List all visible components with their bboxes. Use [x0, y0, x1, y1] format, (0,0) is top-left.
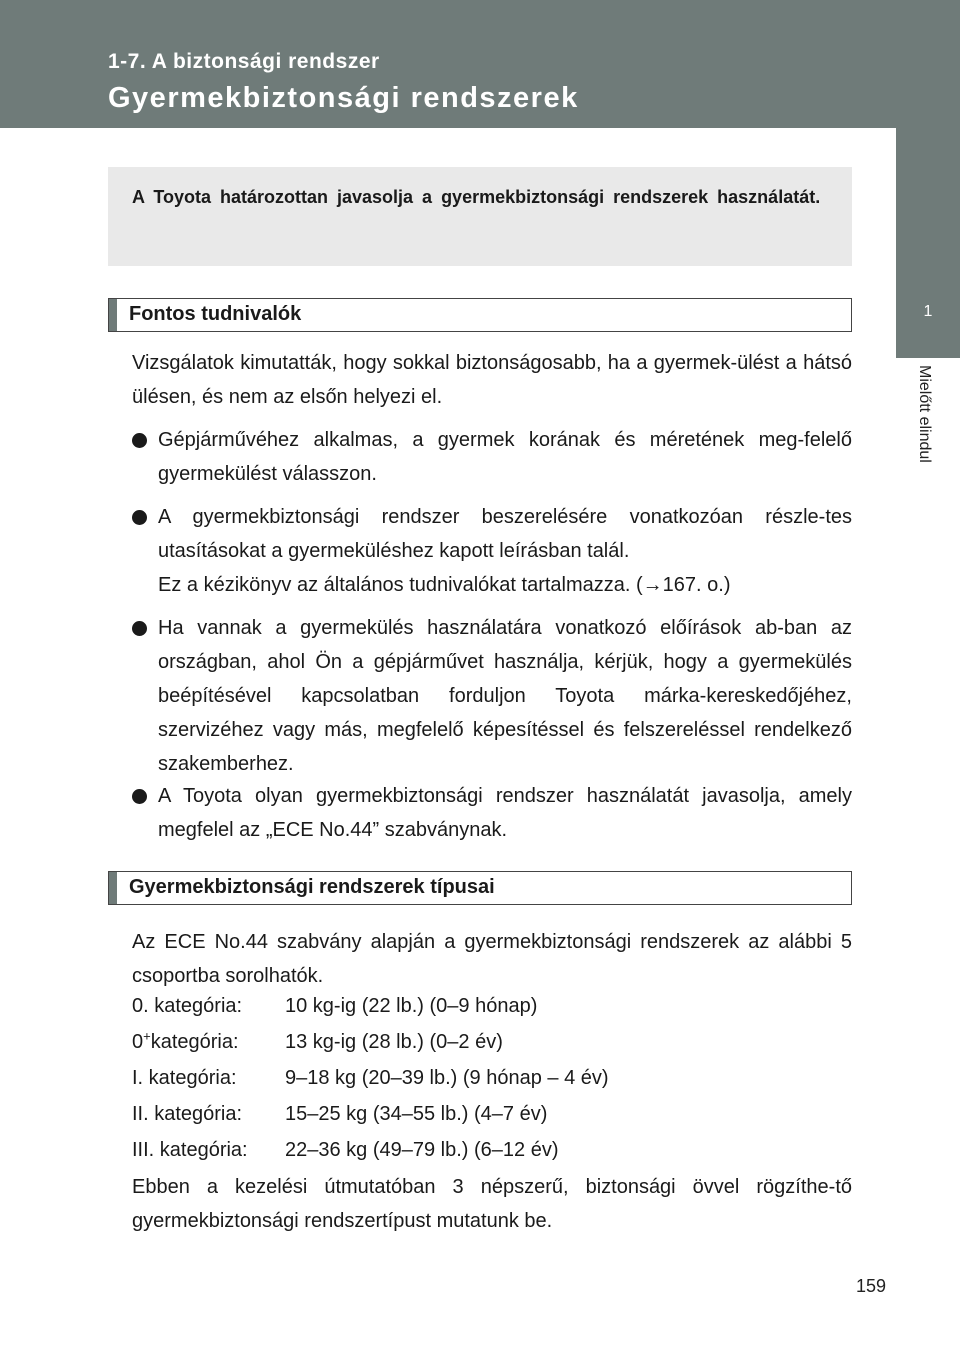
bullet-dot-icon — [132, 789, 147, 804]
bullet-dot-icon — [132, 433, 147, 448]
section1-paragraph: Vizsgálatok kimutatták, hogy sokkal biztonságosabb, ha a gyermek-ülést a hátsó ülésen, és nem az elsőn helyezi el. — [132, 352, 852, 408]
intro-text: A Toyota határozottan javasolja a gyermekbiztonsági rendszerek használatát. — [132, 187, 821, 207]
section-label: 1-7. A biztonsági rendszer — [108, 50, 380, 73]
category-label: III. kategória: — [132, 1139, 248, 1161]
bullet-item — [132, 500, 852, 602]
section-heading-text: Fontos tudnivalók — [129, 303, 302, 325]
page-header — [0, 0, 960, 128]
chapter-label: Mielőtt elindul — [916, 365, 933, 463]
category-row — [132, 1061, 852, 1095]
bullet-text: Gépjárművéhez alkalmas, a gyermek korának és méretének meg-felelő gyermekülést válasszon. — [158, 429, 852, 485]
category-row — [132, 1025, 852, 1059]
bullet-dot-icon — [132, 510, 147, 525]
bullet-item — [132, 779, 852, 847]
category-label: I. kategória: — [132, 1067, 237, 1089]
category-value: 22–36 kg (49–79 lb.) (6–12 év) — [285, 1139, 559, 1161]
page-number: 159 — [855, 1276, 886, 1296]
category-label: II. kategória: — [132, 1103, 243, 1125]
category-value: 15–25 kg (34–55 lb.) (4–7 év) — [285, 1103, 548, 1125]
bullet-item — [132, 611, 852, 781]
section-heading-important — [108, 298, 852, 332]
page-title: Gyermekbiztonsági rendszerek — [108, 82, 579, 114]
category-value: 13 kg-ig (28 lb.) (0–2 év) — [285, 1031, 503, 1053]
category-value: 10 kg-ig (22 lb.) (0–9 hónap) — [285, 995, 538, 1017]
section-heading-text: Gyermekbiztonsági rendszerek típusai — [129, 876, 495, 898]
section-heading-types — [108, 871, 852, 905]
intro-box — [108, 167, 852, 266]
bullet-note: Ez a kézikönyv az általános tudnivalókat tartalmazza. (→167. o.) — [158, 574, 731, 596]
chapter-number: 1 — [923, 303, 933, 320]
category-row — [132, 989, 852, 1023]
category-label: 0. kategória: — [132, 995, 243, 1017]
category-row — [132, 1133, 852, 1167]
chapter-tab — [896, 128, 960, 358]
bullet-text: A Toyota olyan gyermekbiztonsági rendszer használatát javasolja, amely megfelel az „ECE No.44” szabványnak. — [158, 785, 852, 841]
category-label: 0+kategória: — [132, 1028, 239, 1053]
category-row — [132, 1097, 852, 1131]
closing-paragraph: Ebben a kezelési útmutatóban 3 népszerű, biztonsági övvel rögzíthe-tő gyermekbiztonsági rendszertípust mutatunk be. — [132, 1176, 852, 1232]
bullet-text: A gyermekbiztonsági rendszer beszerelésére vonatkozóan részle-tes utasításokat a gyermeküléshez kapott leírásban talál. — [158, 506, 852, 562]
section2-paragraph: Az ECE No.44 szabvány alapján a gyermekbiztonsági rendszerek az alábbi 5 csoportba sorolhatók. — [132, 931, 852, 987]
bullet-dot-icon — [132, 621, 147, 636]
category-value: 9–18 kg (20–39 lb.) (9 hónap – 4 év) — [285, 1067, 609, 1089]
bullet-text: Ha vannak a gyermekülés használatára vonatkozó előírások ab-ban az országban, ahol Ön a gépjárművet használja, kérjük, hogy a gyermekülés beépítésével kapcsolatban forduljon Toyota márka-kereskedőjéhez, szervizéhez vagy más, megfelelő képesítéssel és felszereléssel rendelkező szakemberhez. — [158, 617, 852, 775]
bullet-item — [132, 423, 852, 491]
